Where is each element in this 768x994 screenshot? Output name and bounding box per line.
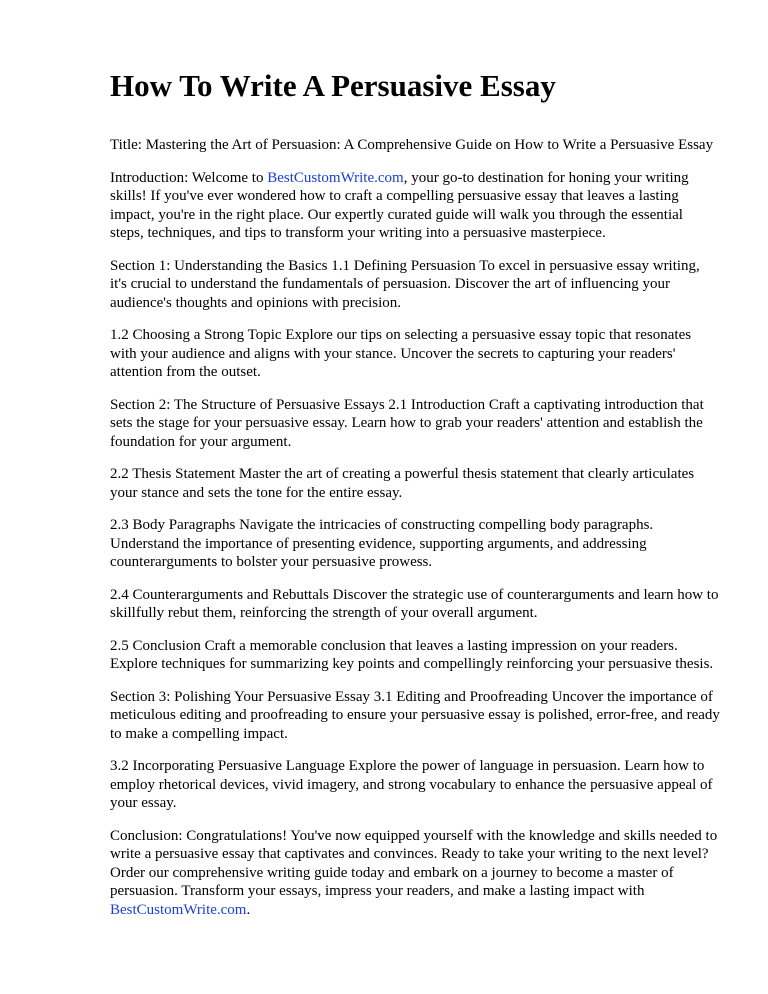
paragraph-conclusion [110, 827, 720, 920]
bestcustomwrite-link-conclusion[interactable]: BestCustomWrite.com [110, 901, 247, 918]
paragraph-section-2-2: 2.2 Thesis Statement Master the art of creating a powerful thesis statement that clearly articulates your stance and sets the tone for the entire essay. [110, 466, 695, 501]
document-title: How To Write A Persuasive Essay [110, 68, 556, 103]
paragraph-section-2-4: 2.4 Counterarguments and Rebuttals Discover the strategic use of counterarguments and learn how to skillfully rebut them, reinforcing the strength of your overall argument. [110, 586, 719, 621]
bestcustomwrite-link-intro[interactable]: BestCustomWrite.com [267, 169, 404, 186]
paragraph-section-2-5: 2.5 Conclusion Craft a memorable conclusion that leaves a lasting impression on your readers. Explore techniques for summarizing key points and compellingly reinforcing your persuasive thesis. [110, 637, 714, 672]
paragraph-section-1-2: 1.2 Choosing a Strong Topic Explore our tips on selecting a persuasive essay topic that resonates with your audience and aligns with your stance. Uncover the secrets to capturing your readers' attention from the outset. [110, 327, 692, 380]
intro-text-after: , your go-to destination for honing your writing skills! If you've ever wondered how to craft a compelling persuasive essay that leaves a lasting impact, you're in the right place. Our expertly curated guide will walk you through the essential steps, techniques, and tips to transform your writing into a persuasive masterpiece. [110, 169, 689, 241]
paragraph-section-3-2: 3.2 Incorporating Persuasive Language Explore the power of language in persuasion. Learn how to employ rhetorical devices, vivid imagery, and strong vocabulary to enhance the persuasive appeal of your essay. [110, 758, 713, 811]
paragraph-section-1-1: Section 1: Understanding the Basics 1.1 Defining Persuasion To excel in persuasive essay writing, it's crucial to understand the fundamentals of persuasion. Discover the art of influencing your audience's thoughts and opinions with precision. [110, 257, 700, 311]
paragraph-introduction [110, 169, 720, 243]
paragraph-section-2-3: 2.3 Body Paragraphs Navigate the intricacies of constructing compelling body paragraphs. Understand the importance of presenting evidence, supporting arguments, and addressing counterarguments to bolster your persuasive prowess. [110, 517, 654, 570]
paragraph-section-3-1: Section 3: Polishing Your Persuasive Essay 3.1 Editing and Proofreading Uncover the importance of meticulous editing and proofreading to ensure your persuasive essay is polished, error-free, and ready to make a compelling impact. [110, 688, 720, 742]
paragraph-title: Title: Mastering the Art of Persuasion: A Comprehensive Guide on How to Write a Persuasive Essay [110, 137, 714, 153]
intro-text-before: Introduction: Welcome to [110, 169, 268, 186]
paragraph-section-2-1: Section 2: The Structure of Persuasive Essays 2.1 Introduction Craft a captivating introduction that sets the stage for your persuasive essay. Learn how to grab your readers' attention and establish the foundation for your argument. [110, 396, 704, 450]
document-page [110, 60, 720, 933]
conclusion-text-before: Conclusion: Congratulations! You've now equipped yourself with the knowledge and skills needed to write a persuasive essay that captivates and convinces. Ready to take your writing to the next level? Order our comprehensive writing guide today and embark on a journey to become a master of persuasion. Transform your essays, impress your readers, and make a lasting impact with [110, 827, 718, 899]
conclusion-text-after: . [246, 901, 251, 918]
